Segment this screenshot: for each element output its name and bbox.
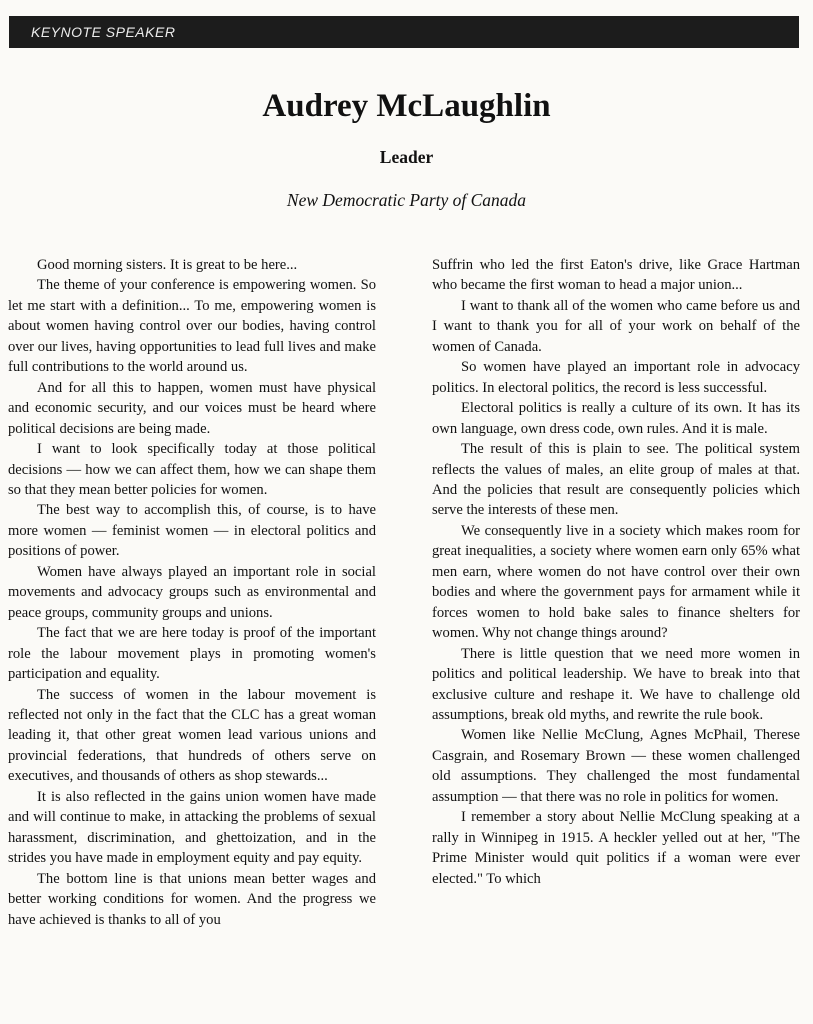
paragraph: The success of women in the labour movement is reflected not only in the fact that the CLC has a great woman leading it, that other great women lead various unions and provincial federations, that hundreds of others serve on executives, and thousands of others as shop stewards... — [8, 686, 376, 785]
paragraph: The theme of your conference is empowering women. So let me start with a definition... To me, empowering women is about women having control over our bodies, having control over our lives, having opportunities to lead full lives and make full contributions to the world around us. — [8, 277, 376, 376]
right-column — [432, 255, 800, 889]
paragraph: The fact that we are here today is proof of the important role the labour movement plays in promoting women's participation and equality. — [8, 625, 376, 683]
paragraph: There is little question that we need more women in politics and political leadership. We have to break into that exclusive culture and reshape it. We have to challenge old assumptions, break old myths, and rewrite the rule book. — [432, 645, 800, 723]
paragraph: The result of this is plain to see. The political system reflects the values of males, an elite group of males at that. And the policies that result are consequently policies which serve the interests of these men. — [432, 441, 800, 519]
paragraph: I want to look specifically today at those political decisions — how we can affect them, how we can shape them so that they mean better policies for women. — [8, 441, 376, 498]
left-column — [8, 255, 376, 930]
speaker-role: Leader — [379, 147, 434, 167]
paragraph: So women have played an important role in advocacy politics. In electoral politics, the record is less successful. — [432, 359, 800, 396]
speaker-organization: New Democratic Party of Canada — [286, 190, 527, 210]
paragraph: The best way to accomplish this, of course, is to have more women — feminist women — in electoral politics and positions of power. — [8, 502, 376, 560]
paragraph: It is also reflected in the gains union women have made and will continue to make, in attacking the problems of sexual harassment, discrimination, and ghettoization, and in the strides you have made in employment equity and pay equity. — [8, 788, 376, 867]
paragraph: Women like Nellie McClung, Agnes McPhail, Therese Casgrain, and Rosemary Brown — these women challenged old assumptions. They challenged the most fundamental assumption — that there was no role in politics for women. — [432, 727, 800, 805]
article-title-block — [0, 86, 813, 211]
paragraph-continuation: Suffrin who led the first Eaton's drive, like Grace Hartman who became the first woman to head a major union... — [432, 257, 800, 294]
paragraph: Good morning sisters. It is great to be here... — [37, 257, 298, 273]
paragraph: The bottom line is that unions mean better wages and better working conditions for women. And the progress we have achieved is thanks to all of you — [8, 870, 376, 928]
speaker-name: Audrey McLaughlin — [262, 88, 551, 124]
section-header-bar — [9, 16, 799, 48]
paragraph: And for all this to happen, women must have physical and economic security, and our voices must be heard where political decisions are being made. — [8, 379, 376, 437]
paragraph: We consequently live in a society which makes room for great inequalities, a society where women earn only 65% what men earn, where women do not have control over their own bodies and where the government pays for armament while it forces women to hold bake sales to finance shelters for women. Why not change things around? — [432, 522, 800, 642]
section-label: KEYNOTE SPEAKER — [31, 24, 176, 40]
paragraph: I remember a story about Nellie McClung speaking at a rally in Winnipeg in 1915. A heckler yelled out at her, "The Prime Minister would quit politics if a woman were ever elected." To which — [432, 809, 800, 887]
paragraph: Women have always played an important role in social movements and advocacy groups such as environmental and peace groups, community groups and unions. — [8, 563, 376, 621]
paragraph: Electoral politics is really a culture of its own. It has its own language, own dress code, own rules. And it is male. — [432, 400, 800, 437]
paragraph: I want to thank all of the women who came before us and I want to thank you for all of your work on behalf of the women of Canada. — [432, 297, 800, 355]
